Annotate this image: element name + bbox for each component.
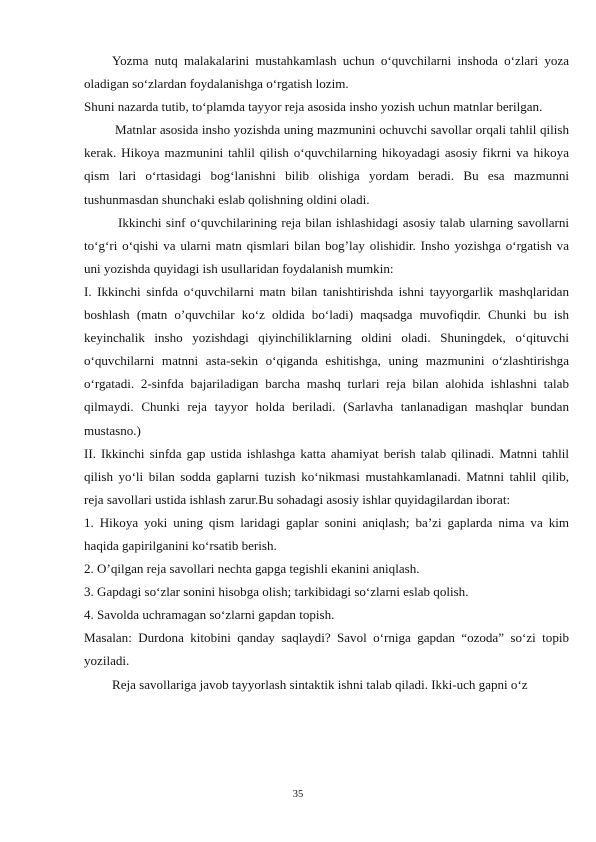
paragraph: Masalan: Durdona kitobini qanday saqlaydi? Savol o‘rniga gapdan “ozoda” so‘zi topib yoziladi. [84,630,569,669]
paragraph: Yozma nutq malakalarini mustahkamlash uchun o‘quvchilarni inshoda o‘zlari yoza oladigan so‘zlardan foydalanishga o‘rgatish lozim. [84,53,569,92]
paragraph: II. Ikkinchi sinfda gap ustida ishlashga katta ahamiyat berish talab qilinadi. Matnni tahlil qilish yo‘li bilan sodda gaplarni tuzish ko‘nikmasi mustahkamlanadi. Matnni tahlil qilib, reja savollari ustida ishlash zarur.Bu sohadagi asosiy ishlar quyidagilardan iborat: [84,445,569,507]
list-item: 3. Gapdagi so‘zlar sonini hisobga olish; tarkibidagi so‘zlarni eslab qolish. [84,584,469,600]
document-body [84,49,569,696]
list-item: 4. Savolda uchramagan so‘zlarni gapdan topish. [84,607,335,623]
list-item: 1. Hikoya yoki uning qism laridagi gaplar sonini aniqlash; ba’zi gaplarda nima va kim haqida gapirilganini ko‘rsatib berish. [84,514,569,553]
page-number: 35 [292,789,304,800]
paragraph: Shuni nazarda tutib, to‘plamda tayyor reja asosida insho yozish uchun matnlar berilgan. [84,99,543,115]
paragraph: Ikkinchi sinf o‘quvchilarining reja bilan ishlashidagi asosiy talab ularning savollarni to‘g‘ri o‘qishi va ularni matn qismlari bilan bog’lay olishidir. Insho yozishga o‘rgatish va uni yozishda quyidagi ish usullaridan foydalanish mumkin: [84,214,569,276]
paragraph: Matnlar asosida insho yozishda uning mazmunini ochuvchi savollar orqali tahlil qilish kerak. Hikoya mazmunini tahlil qilish o‘quvchilarning hikoyadagi asosiy fikrni va hikoya qism lari o‘rtasidagi bog‘lanishni bilib olishiga yordam beradi. Bu esa mazmunni tushunmasdan shunchaki eslab qolishning oldini oladi. [84,122,569,207]
paragraph: Reja savollariga javob tayyorlash sintaktik ishni talab qiladi. Ikki-uch gapni o‘z [112,676,528,692]
list-item: 2. O’qilgan reja savollari nechta gapga tegishli ekanini aniqlash. [84,561,420,577]
paragraph: I. Ikkinchi sinfda o‘quvchilarni matn bilan tanishtirishda ishni tayyorgarlik mashqlaridan boshlash (matn o’quvchilar ko‘z oldida bo‘ladi) maqsadga muvofiqdir. Chunki bu ish keyinchalik insho yozishdagi qiyinchiliklarning oldini oladi. Shuningdek, o‘qituvchi o‘quvchilarni matnni asta-sekin o‘qiganda eshitishga, uning mazmunini o‘zlashtirishga o‘rgatadi. 2-sinfda bajariladigan barcha mashq turlari reja bilan alohida ishlashni talab qilmaydi. Chunki reja tayyor holda beriladi. (Sarlavha tanlanadigan mashqlar bundan mustasno.) [84,283,569,438]
